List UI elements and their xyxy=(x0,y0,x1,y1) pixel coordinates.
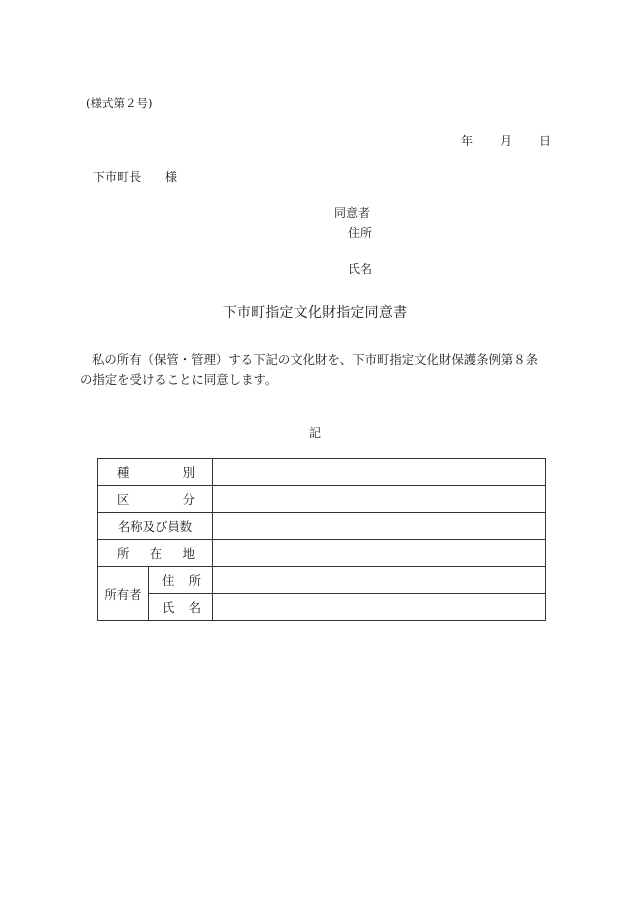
table-row-owner-address xyxy=(98,567,546,594)
owner-name-value-cell[interactable] xyxy=(213,594,546,621)
property-table xyxy=(97,458,546,621)
date-day-label: 日 xyxy=(539,134,552,148)
category-label-char-2: 分 xyxy=(182,492,195,507)
date-year-label: 年 xyxy=(461,134,474,148)
type-label xyxy=(98,459,213,486)
form-number: (様式第２号) xyxy=(86,96,153,110)
addressee-honorific: 様 xyxy=(165,170,178,184)
addressee xyxy=(93,171,177,183)
owner-address-char-1: 住 xyxy=(162,573,175,588)
table-row-category xyxy=(98,486,546,513)
category-label xyxy=(98,486,213,513)
owner-address-value-cell[interactable] xyxy=(213,567,546,594)
body-line-2: の指定を受けることに同意します。 xyxy=(80,372,278,387)
location-label xyxy=(98,540,213,567)
table-row-owner-name xyxy=(98,594,546,621)
consenter-label: 同意者 xyxy=(334,206,371,220)
owner-address-char-2: 所 xyxy=(188,573,201,588)
table-row-location xyxy=(98,540,546,567)
body-line-1: 私の所有（保管・管理）する下記の文化財を、下市町指定文化財保護条例第８条 xyxy=(92,352,539,367)
category-value-cell[interactable] xyxy=(213,486,546,513)
category-label-char-1: 区 xyxy=(117,492,130,507)
owner-name-char-2: 名 xyxy=(188,600,201,615)
location-label-char-1: 所 xyxy=(117,546,130,561)
type-value-cell[interactable] xyxy=(213,459,546,486)
consenter-name-label: 氏名 xyxy=(348,262,373,276)
consenter-address-label: 住所 xyxy=(348,226,373,240)
location-value-cell[interactable] xyxy=(213,540,546,567)
document-title: 下市町指定文化財指定同意書 xyxy=(222,305,408,321)
date-month-label: 月 xyxy=(500,134,513,148)
location-label-char-3: 地 xyxy=(182,546,195,561)
type-label-char-2: 別 xyxy=(182,465,195,480)
ki-heading: 記 xyxy=(308,426,321,440)
table-row-type xyxy=(98,459,546,486)
name-count-label: 名称及び員数 xyxy=(98,513,213,540)
body-text xyxy=(80,350,550,390)
location-label-char-2: 在 xyxy=(149,546,163,561)
addressee-name: 下市町長 xyxy=(93,170,142,184)
owner-name-label xyxy=(149,594,213,621)
name-count-value-cell[interactable] xyxy=(213,513,546,540)
type-label-char-1: 種 xyxy=(117,465,130,480)
owner-label: 所有者 xyxy=(98,567,149,621)
table-row-name-count xyxy=(98,513,546,540)
owner-name-char-1: 氏 xyxy=(162,600,175,615)
owner-address-label xyxy=(149,567,213,594)
